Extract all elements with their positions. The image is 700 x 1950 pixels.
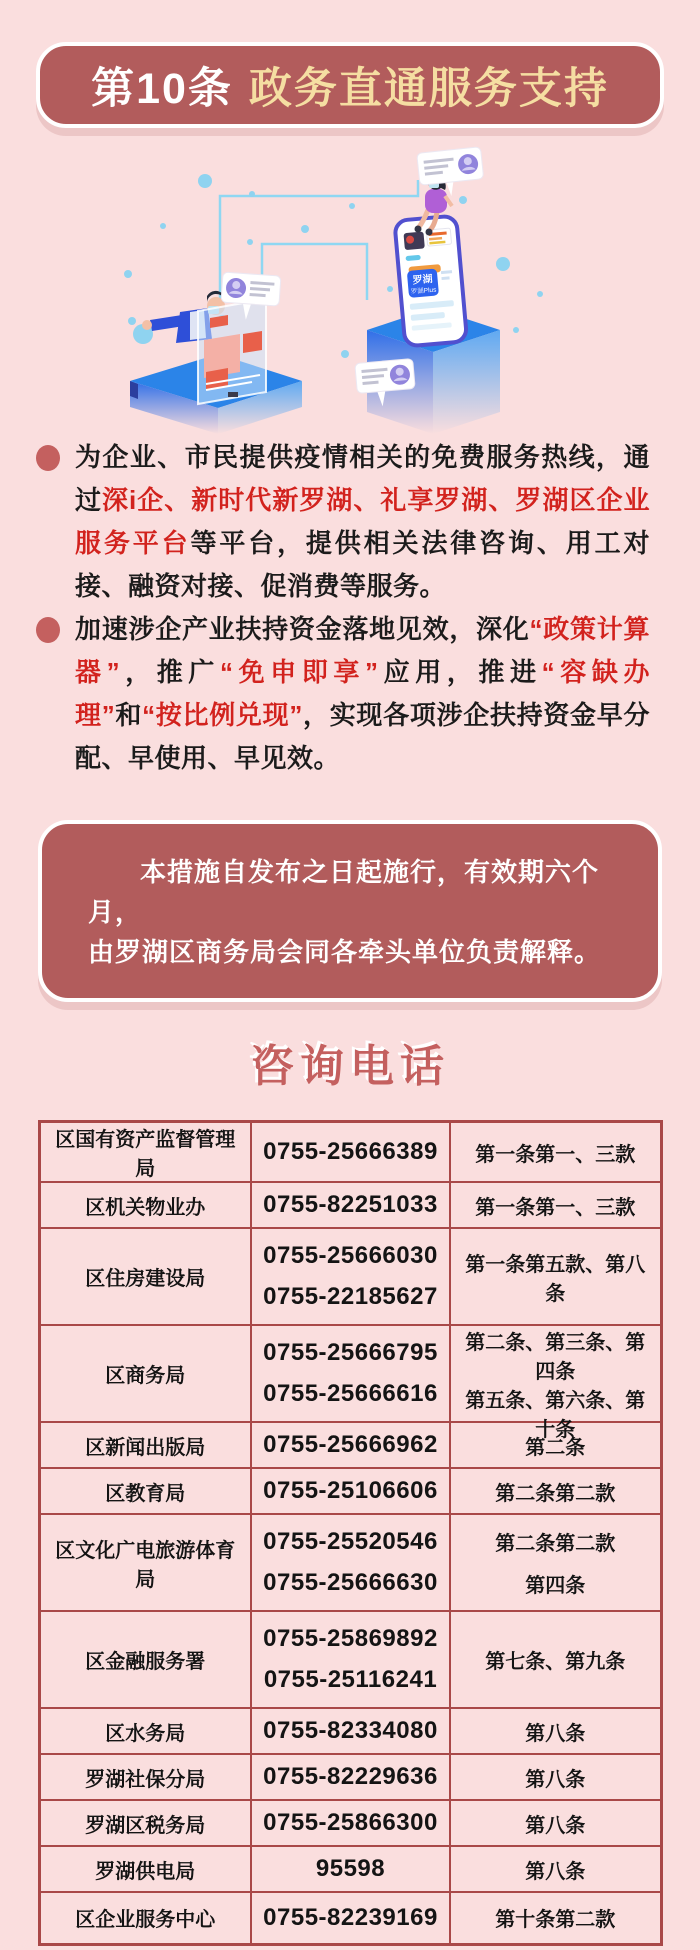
department-cell: 区住房建设局	[39, 1228, 251, 1325]
phone-table-body	[39, 1122, 661, 1945]
measure-item	[36, 436, 650, 608]
app-logo-label: 罗湖Plus	[410, 286, 437, 296]
screen-panel-icon	[198, 299, 266, 404]
department-cell: 罗湖社保分局	[39, 1754, 251, 1800]
department-cell: 区文化广电旅游体育局	[39, 1514, 251, 1611]
table-row	[39, 1182, 661, 1228]
department-cell: 罗湖供电局	[39, 1846, 251, 1892]
article-ref-cell: 第一条第一、三款	[450, 1122, 661, 1183]
app-logo-glyph: 罗湖	[412, 273, 434, 287]
article-ref-cell: 第八条	[450, 1754, 661, 1800]
department-cell: 区商务局	[39, 1325, 251, 1422]
table-row	[39, 1468, 661, 1514]
article-ref-cell: 第一条第五款、第八条	[450, 1228, 661, 1325]
table-row	[39, 1228, 661, 1325]
department-cell: 区金融服务署	[39, 1611, 251, 1708]
article-ref-cell: 第十条第二款	[450, 1892, 661, 1944]
measure-text: 加速涉企产业扶持资金落地见效，深化“政策计算器”，推广“免申即享”应用，推进“容缺办理”和“按比例兑现”，实现各项涉企扶持资金早分配、早使用、早见效。	[75, 614, 650, 773]
article-ref-cell: 第八条	[450, 1800, 661, 1846]
article-ref-cell: 第八条	[450, 1708, 661, 1754]
table-row	[39, 1754, 661, 1800]
phone-cell: 0755-82251033	[251, 1182, 450, 1228]
department-cell: 区水务局	[39, 1708, 251, 1754]
phone-cell: 0755-25666962	[251, 1422, 450, 1468]
phone-cell: 0755-82229636	[251, 1754, 450, 1800]
article-ref-cell: 第二条、第三条、第四条 第五条、第六条、第十条	[450, 1325, 661, 1422]
article-ref-cell: 第二条	[450, 1422, 661, 1468]
phone-cell: 95598	[251, 1846, 450, 1892]
article-number: 第10条	[91, 64, 233, 113]
phone-cell: 0755-25666389	[251, 1122, 450, 1183]
department-cell: 区国有资产监督管理局	[39, 1122, 251, 1183]
phone-table	[38, 1120, 663, 1946]
table-row	[39, 1800, 661, 1846]
phone-cell: 0755-82334080	[251, 1708, 450, 1754]
measures-list	[36, 436, 650, 780]
article-ref-cell: 第一条第一、三款	[450, 1182, 661, 1228]
measure-item	[36, 608, 650, 780]
phone-illustration	[394, 216, 467, 347]
measure-text: 为企业、市民提供疫情相关的免费服务热线，通过深i企、新时代新罗湖、礼享罗湖、罗湖区企业服务平台等平台，提供相关法律咨询、用工对接、融资对接、促消费等服务。	[75, 442, 650, 601]
table-row	[39, 1892, 661, 1944]
department-cell: 区企业服务中心	[39, 1892, 251, 1944]
header-banner	[36, 42, 664, 128]
bullet-dot-icon	[36, 617, 60, 643]
phone-cell: 0755-25666795 0755-25666616	[251, 1325, 450, 1422]
phone-cell: 0755-25520546 0755-25666630	[251, 1514, 450, 1611]
department-cell: 区机关物业办	[39, 1182, 251, 1228]
department-cell: 罗湖区税务局	[39, 1800, 251, 1846]
department-cell: 区教育局	[39, 1468, 251, 1514]
notice-box	[38, 820, 662, 1002]
table-row	[39, 1611, 661, 1708]
table-row	[39, 1708, 661, 1754]
section-title: 咨询电话	[250, 1042, 450, 1091]
article-ref-cell: 第二条第二款	[450, 1468, 661, 1514]
table-row	[39, 1514, 661, 1611]
notice-line-1: 本措施自发布之日起施行，有效期六个月，	[88, 857, 600, 927]
phone-cell: 0755-25666030 0755-22185627	[251, 1228, 450, 1325]
article-ref-cell: 第八条	[450, 1846, 661, 1892]
page-title: 政务直通服务支持	[248, 64, 609, 113]
article-ref-cell: 第七条、第九条	[450, 1611, 661, 1708]
table-row	[39, 1325, 661, 1422]
notice-line-2: 由罗湖区商务局会同各牵头单位负责解释。	[88, 937, 602, 967]
speech-bubble-top-icon	[417, 147, 485, 199]
bullet-dot-icon	[36, 445, 60, 471]
phone-cell: 0755-25869892 0755-25116241	[251, 1611, 450, 1708]
illustration	[0, 134, 700, 434]
phone-cell: 0755-82239169	[251, 1892, 450, 1944]
department-cell: 区新闻出版局	[39, 1422, 251, 1468]
phone-cell: 0755-25866300	[251, 1800, 450, 1846]
table-row	[39, 1122, 661, 1183]
phone-cell: 0755-25106606	[251, 1468, 450, 1514]
table-row	[39, 1846, 661, 1892]
article-ref-cell: 第二条第二款 第四条	[450, 1514, 661, 1611]
